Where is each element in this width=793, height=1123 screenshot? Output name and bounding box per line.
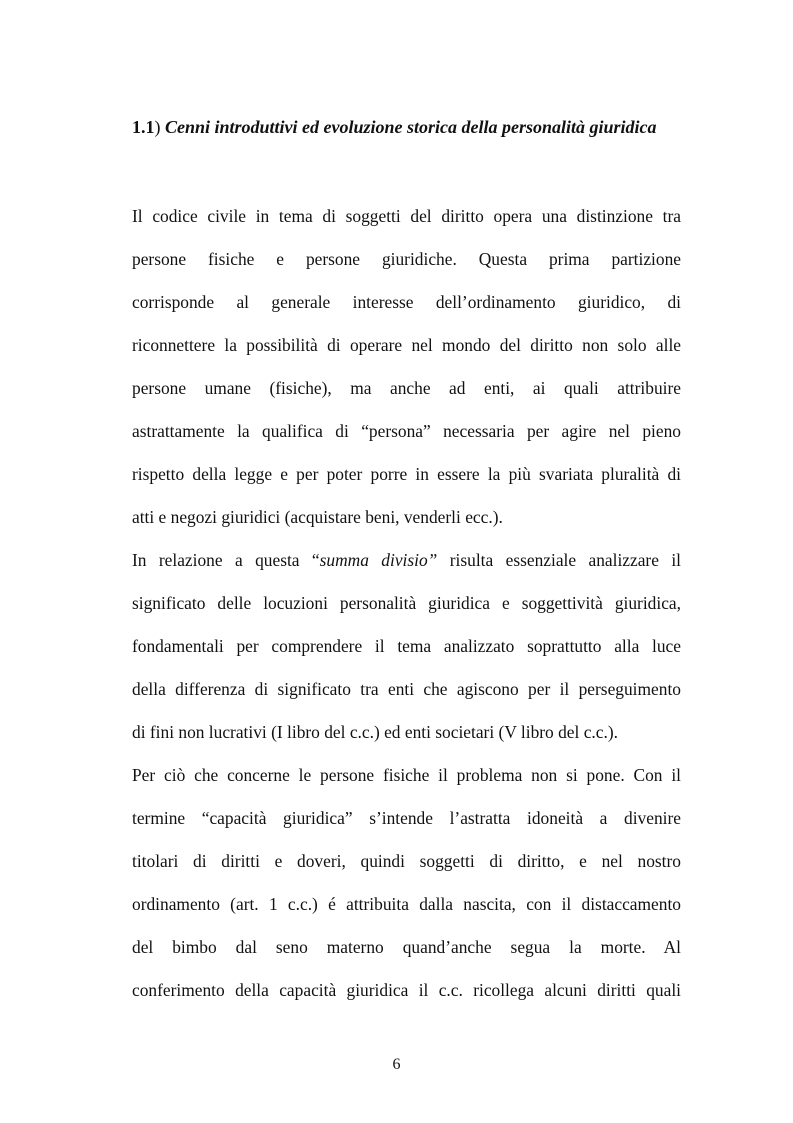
text-line: atti e negozi giuridici (acquistare beni, venderli ecc.). <box>132 507 503 527</box>
text-fragment: In relazione a questa “ <box>132 550 320 570</box>
text-line: ordinamento (art. 1 c.c.) é attribuita dalla nascita, con il distaccamento <box>132 894 681 914</box>
text-line: corrisponde al generale interesse dell’ordinamento giuridico, di <box>132 292 681 312</box>
body-text <box>132 195 681 1012</box>
text-line: rispetto della legge e per poter porre in essere la più svariata pluralità di <box>132 464 681 484</box>
section-number: 1.1 <box>132 117 155 137</box>
text-line: persone fisiche e persone giuridiche. Questa prima partizione <box>132 249 681 269</box>
text-line: della differenza di significato tra enti che agiscono per il perseguimento <box>132 679 681 699</box>
text-line: conferimento della capacità giuridica il c.c. ricollega alcuni diritti quali <box>132 980 681 1000</box>
italic-phrase: summa divisio” <box>319 550 438 570</box>
section-title: Cenni introduttivi ed evoluzione storica della personalità giuridica <box>165 117 657 137</box>
text-line: significato delle locuzioni personalità giuridica e soggettività giuridica, <box>132 593 681 613</box>
text-line: astrattamente la qualifica di “persona” necessaria per agire nel pieno <box>132 421 681 441</box>
text-line: del bimbo dal seno materno quand’anche segua la morte. Al <box>132 937 681 957</box>
section-heading <box>132 113 692 141</box>
text-line <box>132 539 681 582</box>
text-fragment: risulta essenziale analizzare il <box>437 550 681 570</box>
text-line: termine “capacità giuridica” s’intende l’astratta idoneità a divenire <box>132 808 681 828</box>
text-line: Per ciò che concerne le persone fisiche il problema non si pone. Con il <box>132 765 681 785</box>
text-line: di fini non lucrativi (I libro del c.c.) ed enti societari (V libro del c.c.). <box>132 722 618 742</box>
text-line: fondamentali per comprendere il tema analizzato soprattutto alla luce <box>132 636 681 656</box>
text-line: titolari di diritti e doveri, quindi soggetti di diritto, e nel nostro <box>132 851 681 871</box>
text-line: riconnettere la possibilità di operare nel mondo del diritto non solo alle <box>132 335 681 355</box>
section-number-paren: ) <box>154 117 161 137</box>
page-number: 6 <box>392 1056 401 1073</box>
text-line: persone umane (fisiche), ma anche ad enti, ai quali attribuire <box>132 378 681 398</box>
text-line: Il codice civile in tema di soggetti del diritto opera una distinzione tra <box>132 206 681 226</box>
